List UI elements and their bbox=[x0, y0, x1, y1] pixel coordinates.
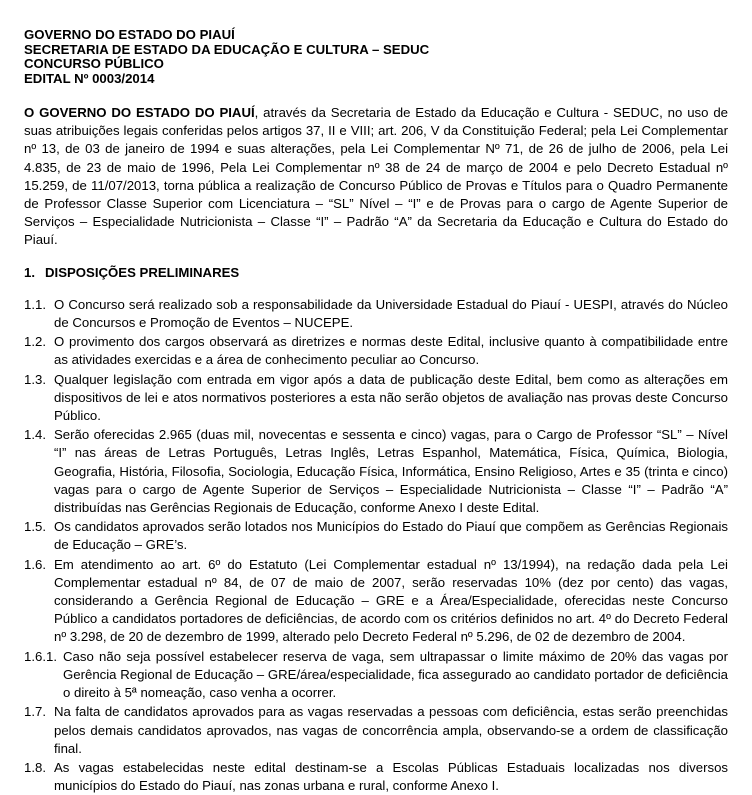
section-title: DISPOSIÇÕES PRELIMINARES bbox=[45, 264, 240, 280]
item-text: Caso não seja possível estabelecer reserva de vaga, sem ultrapassar o limite máximo de 20% das vagas por Gerência Regional de Educação – GRE/área/especialidade, fica assegurado ao candidato portador de deficiência o direito à 5ª nomeação, caso venha a ocorrer. bbox=[63, 648, 728, 701]
item-number: 1.2. bbox=[24, 334, 46, 350]
header-edital-number: EDITAL Nº 0003/2014 bbox=[24, 70, 155, 86]
intro-text: , através da Secretaria de Estado da Educação e Cultura - SEDUC, no uso de suas atribuições legais conferidas pelos artigos 37, II e VIII; art. 206, V da Constituição Federal; pela Lei Complementar nº 13, de 03 de janeiro de 1994 e suas alterações, pela Lei Complementar Nº 71, de 26 de julho de 2006, pela Lei 4.835, de 23 de maio de 1996, Pela Lei Complementar nº 38 de 24 de março de 2004 e pelo Decreto Estadual nº 15.259, de 11/07/2013, torna pública a realização de Concurso Público de Provas e Títulos para o Quadro Permanente de Professor Classe Superior com Licenciatura – “SL” Nível – “I” e de Provas para o cargo de Agente Superior de Serviços – Especialidade Nutricionista – Classe “I” – Padrão “A” da Secretaria da Educação e Cultura do Estado do Piauí. bbox=[24, 105, 728, 248]
list-item bbox=[24, 518, 728, 554]
item-number: 1.4. bbox=[24, 427, 46, 443]
item-text: Os candidatos aprovados serão lotados nos Municípios do Estado do Piauí que compõem as Gerências Regionais de Educação – GRE’s. bbox=[54, 519, 728, 553]
item-number: 1.5. bbox=[24, 519, 46, 535]
section-heading bbox=[24, 264, 728, 282]
header-secretariat: SECRETARIA DE ESTADO DA EDUCAÇÃO E CULTURA – SEDUC bbox=[24, 41, 430, 57]
document-header bbox=[24, 28, 728, 86]
header-contest: CONCURSO PÚBLICO bbox=[24, 56, 164, 71]
item-number: 1.6. bbox=[24, 556, 46, 572]
item-number: 1.7. bbox=[24, 704, 46, 720]
list-item bbox=[24, 296, 728, 332]
item-text: O Concurso será realizado sob a responsabilidade da Universidade Estadual do Piauí - UESPI, através do Núcleo de Concursos e Promoção de Eventos – NUCEPE. bbox=[54, 296, 728, 331]
item-number: 1.3. bbox=[24, 371, 46, 387]
list-item bbox=[24, 759, 728, 795]
item-text: O provimento dos cargos observará as diretrizes e normas deste Edital, inclusive quanto à compatibilidade entre as atividades exercidas e a área de conhecimento peculiar ao Concurso. bbox=[54, 334, 728, 368]
provisions-list bbox=[24, 296, 728, 795]
list-item bbox=[24, 333, 728, 369]
header-government: GOVERNO DO ESTADO DO PIAUÍ bbox=[24, 27, 235, 42]
section-number: 1. bbox=[24, 264, 35, 280]
item-text: Na falta de candidatos aprovados para as vagas reservadas a pessoas com deficiência, estas serão preenchidas pelos demais candidatos aprovados, nas vagas de concorrência ampla, observando-se a ordem de classificação final. bbox=[54, 704, 728, 756]
item-number: 1.6.1. bbox=[24, 648, 57, 664]
item-number: 1.8. bbox=[24, 759, 46, 775]
list-item bbox=[24, 426, 728, 517]
item-text: Qualquer legislação com entrada em vigor após a data de publicação deste Edital, bem como as alterações em dispositivos de lei e atos normativos posteriores a esta não serão objetos de avaliação nas provas deste Concurso Público. bbox=[54, 371, 728, 424]
list-subitem bbox=[24, 648, 728, 703]
intro-paragraph bbox=[24, 104, 728, 250]
item-number: 1.1. bbox=[24, 296, 46, 312]
item-text: Serão oferecidas 2.965 (duas mil, novecentas e sessenta e cinco) vagas, para o Cargo de Professor “SL” – Nível “I” nas áreas de Letras Português, Letras Inglês, Letras Espanhol, Matemática, Física, Química, Biologia, Geografia, História, Filosofia, Sociologia, Educação Física, Informática, Ensino Religioso, Artes e 35 (trinta e cinco) vagas para o cargo de Agente Superior de Serviços – Especialidade Nutricionista – Classe “I” – Padrão “A” distribuídas nas Gerências Regionais de Educação, conforme Anexo I deste Edital. bbox=[54, 427, 728, 516]
intro-lead: O GOVERNO DO ESTADO DO PIAUÍ bbox=[24, 105, 255, 120]
list-item bbox=[24, 371, 728, 426]
list-item bbox=[24, 703, 728, 758]
item-text: Em atendimento ao art. 6º do Estatuto (Lei Complementar estadual nº 13/1994), na redação dada pela Lei Complementar estadual nº 84, de 07 de maio de 2007, serão reservadas 10% (dez por cento) das vagas, considerando a Gerência Regional de Educação – GRE e a Área/Especialidade, oferecidas neste Concurso Público a candidatos portadores de deficiências, de acordo com os critérios definidos no art. 4º do Decreto Federal nº 3.298, de 20 de dezembro de 1999, alterado pelo Decreto Federal nº 5.296, de 02 de dezembro de 2004. bbox=[54, 556, 728, 645]
list-item bbox=[24, 556, 728, 647]
item-text: As vagas estabelecidas neste edital destinam-se a Escolas Públicas Estaduais localizadas nos diversos municípios do Estado do Piauí, nas zonas urbana e rural, conforme Anexo I. bbox=[54, 759, 728, 794]
